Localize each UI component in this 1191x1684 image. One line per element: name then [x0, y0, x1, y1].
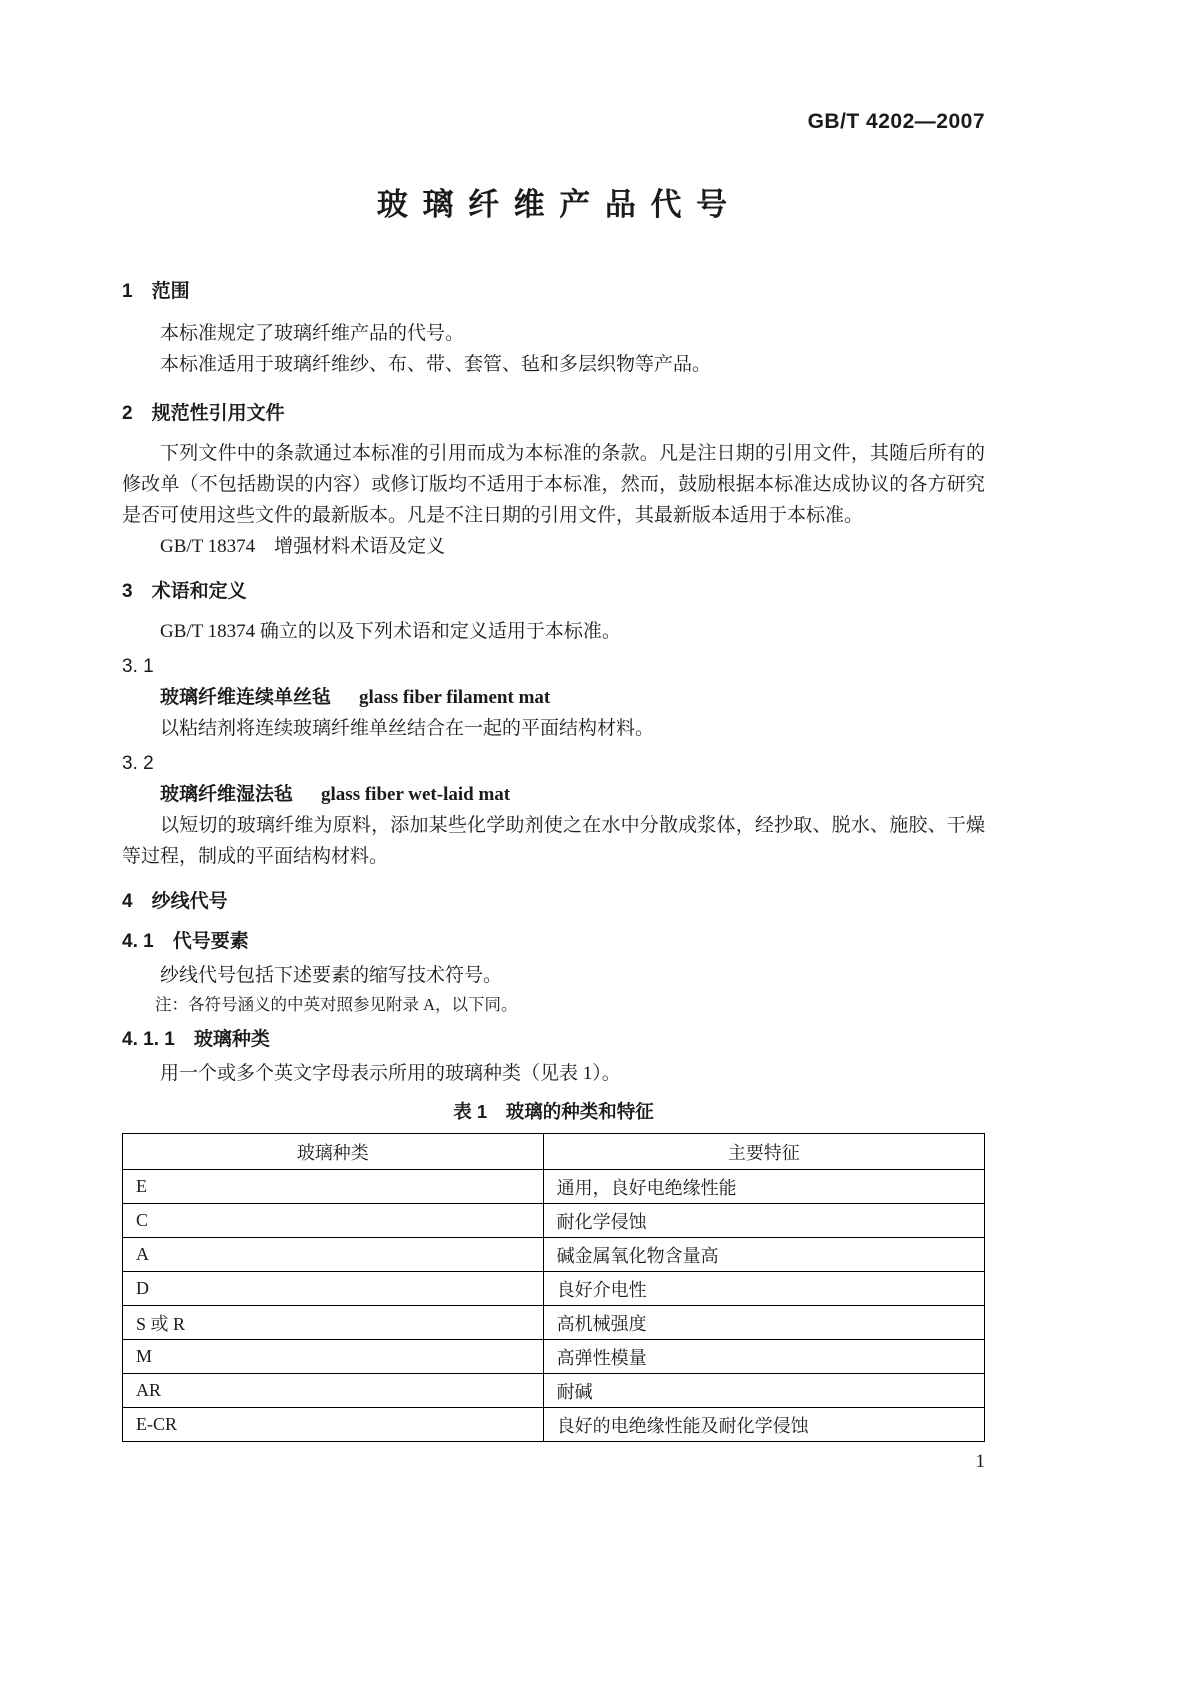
terms-intro-paragraph: GB/T 18374 确立的以及下列术语和定义适用于本标准。	[160, 621, 621, 642]
table-row	[123, 1238, 985, 1272]
table-row	[123, 1340, 985, 1374]
table-1-caption: 表 1 玻璃的种类和特征	[453, 1101, 654, 1122]
table-row	[123, 1272, 985, 1306]
table-row	[123, 1204, 985, 1238]
reference-item: GB/T 18374 增强材料术语及定义	[160, 536, 446, 557]
table-cell: 碱金属氧化物含量高	[543, 1238, 984, 1272]
table-cell: 耐碱	[543, 1374, 984, 1408]
section-2-heading: 2 规范性引用文件	[122, 403, 285, 424]
section-1-heading: 1 范围	[122, 281, 190, 302]
scope-paragraph-1: 本标准规定了玻璃纤维产品的代号。	[160, 323, 465, 344]
term-chinese: 玻璃纤维连续单丝毡	[160, 687, 332, 708]
note-text: 注：各符号涵义的中英对照参见附录 A，以下同。	[155, 995, 518, 1014]
clause-number-3-1: 3. 1	[122, 656, 154, 677]
normative-references-paragraph: 下列文件中的条款通过本标准的引用而成为本标准的条款。凡是注日期的引用文件，其随后所有的修改单（不包括勘误的内容）或修订版均不适用于本标准，然而，鼓励根据本标准达成协议的各方研究是否可使用这些文件的最新版本。凡是不注日期的引用文件，其最新版本适用于本标准。	[122, 443, 985, 526]
table-row	[123, 1170, 985, 1204]
table-header-row	[123, 1134, 985, 1170]
table-cell: A	[123, 1238, 544, 1272]
table-cell: 高机械强度	[543, 1306, 984, 1340]
table-cell: 良好的电绝缘性能及耐化学侵蚀	[543, 1408, 984, 1442]
table-1	[122, 1133, 985, 1442]
term-definition-3-2: 以短切的玻璃纤维为原料，添加某些化学助剂使之在水中分散成浆体，经抄取、脱水、施胶、干燥等过程，制成的平面结构材料。	[122, 815, 985, 867]
section-4-1-heading: 4. 1 代号要素	[122, 931, 249, 952]
table-cell: 高弹性模量	[543, 1340, 984, 1374]
table-cell: AR	[123, 1374, 544, 1408]
table-cell: M	[123, 1340, 544, 1374]
table-cell: 通用，良好电绝缘性能	[543, 1170, 984, 1204]
table-row	[123, 1306, 985, 1340]
clause-number-3-2: 3. 2	[122, 753, 154, 774]
glass-type-paragraph: 用一个或多个英文字母表示所用的玻璃种类（见表 1）。	[160, 1063, 621, 1084]
table-header-glass-type: 玻璃种类	[123, 1134, 544, 1170]
table-cell: 良好介电性	[543, 1272, 984, 1306]
table-row	[123, 1408, 985, 1442]
term-definition-3-1: 以粘结剂将连续玻璃纤维单丝结合在一起的平面结构材料。	[160, 718, 655, 739]
table-cell: S 或 R	[123, 1306, 544, 1340]
table-cell: 耐化学侵蚀	[543, 1204, 984, 1238]
table-cell: C	[123, 1204, 544, 1238]
term-english: glass fiber wet-laid mat	[321, 784, 511, 805]
page-number: 1	[975, 1451, 985, 1472]
term-chinese: 玻璃纤维湿法毡	[160, 784, 294, 805]
table-cell: E-CR	[123, 1408, 544, 1442]
term-line-3-2	[122, 779, 985, 810]
page-title: 玻 璃 纤 维 产 品 代 号	[376, 187, 731, 222]
scope-paragraph-2: 本标准适用于玻璃纤维纱、布、带、套管、毡和多层织物等产品。	[160, 354, 712, 375]
term-line-3-1	[122, 682, 985, 713]
table-cell: D	[123, 1272, 544, 1306]
table-cell: E	[123, 1170, 544, 1204]
term-english: glass fiber filament mat	[359, 687, 551, 708]
yarn-code-paragraph: 纱线代号包括下述要素的缩写技术符号。	[160, 965, 503, 986]
section-3-heading: 3 术语和定义	[122, 581, 247, 602]
section-4-heading: 4 纱线代号	[122, 891, 228, 912]
section-4-1-1-heading: 4. 1. 1 玻璃种类	[122, 1029, 270, 1050]
table-row	[123, 1374, 985, 1408]
standard-number: GB/T 4202—2007	[807, 110, 985, 133]
table-header-main-feature: 主要特征	[543, 1134, 984, 1170]
